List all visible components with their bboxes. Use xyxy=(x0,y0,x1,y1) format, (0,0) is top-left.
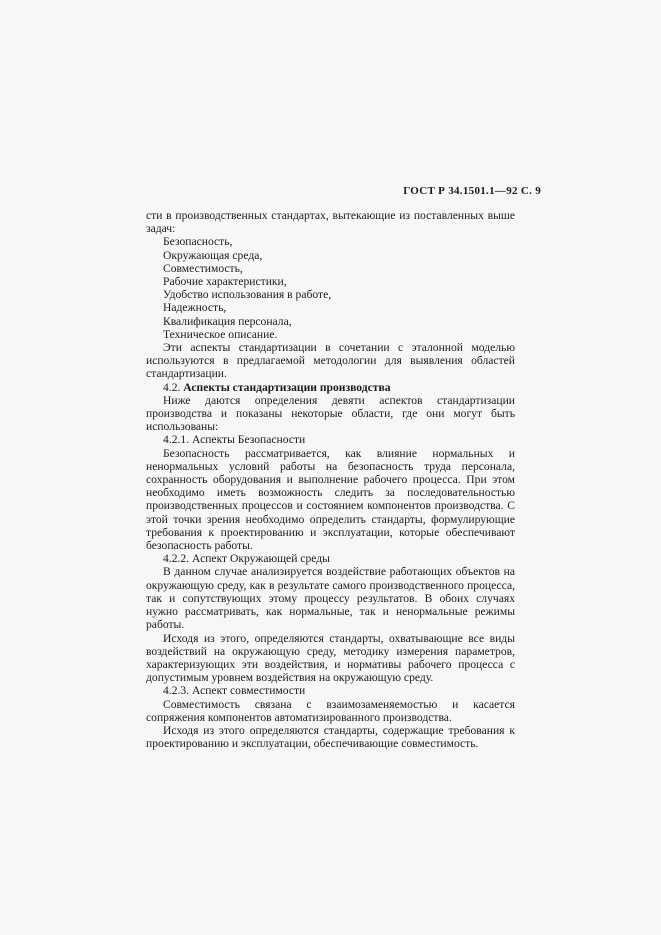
section-heading-4-2-2: 4.2.2. Аспект Окружающей среды xyxy=(163,552,330,566)
list-item: Рабочие характеристики, xyxy=(163,275,287,289)
list-item: Совместимость, xyxy=(163,261,243,275)
list-item: Удобство использования в работе, xyxy=(163,288,332,302)
paragraph-4-2-3b: Исходя из этого определяются стандарты, содержащие требования к проектированию и эксплуатации, обеспечивающие совместимость. xyxy=(146,723,515,751)
section-heading-4-2-1: 4.2.1. Аспекты Безопасности xyxy=(163,433,306,447)
aspects-paragraph: Эти аспекты стандартизации в сочетании с эталонной моделью используются в предлагаемой методологии для выявления областей стандартизации. xyxy=(146,341,515,381)
list-item: Надежность, xyxy=(163,301,227,315)
section-heading-4-2-3: 4.2.3. Аспект совместимости xyxy=(163,684,306,698)
section-number: 4.2. xyxy=(163,380,181,394)
paragraph-4-2-1: Безопасность рассматривается, как влияние нормальных и ненормальных условий работы на безопасность труда персонала, сохранность оборудования и выполнение рабочего процесса. При этом необходимо иметь возможность следить за последовательностью производственных процессов и состоянием компонентов производства. С этой точки зрения необходимо определить стандарты, формулирующие требования к проектированию и эксплуатации, которые обеспечивают безопасность работы. xyxy=(146,446,515,553)
paragraph-4-2-3a: Совместимость связана с взаимозаменяемостью и касается сопряжения компонентов автоматизированного производства. xyxy=(146,697,515,724)
document-body xyxy=(146,209,515,750)
paragraph-4-2-2b: Исходя из этого, определяются стандарты, охватывающие все виды воздействий на окружающую среду, методику измерения параметров, характеризующих эти воздействия, и нормативы рабочего процесса с допустимым уровнем воздействия на окружающую среду. xyxy=(146,631,515,685)
section-heading-4-2 xyxy=(146,381,515,394)
list-item: Окружающая среда, xyxy=(163,248,263,262)
page-header: ГОСТ Р 34.1501.1—92 С. 9 xyxy=(403,185,541,197)
intro-paragraph: сти в производственных стандартах, вытекающие из поставленных выше задач: xyxy=(146,209,515,236)
list-item: Безопасность, xyxy=(163,235,233,249)
paragraph-4-2: Ниже даются определения девяти аспектов стандартизации производства и показаны некоторые области, где они могут быть использованы: xyxy=(146,393,515,434)
section-title: Аспекты стандартизации производства xyxy=(183,380,391,394)
list-item: Техническое описание. xyxy=(163,327,278,341)
list-item: Квалификация персонала, xyxy=(163,314,292,328)
paragraph-4-2-2a: В данном случае анализируется воздействие работающих объектов на окружающую среду, как в результате самого производственного процесса, так и сопутствующих этому процессу результатов. В обоих случаях нужно рассматривать, как нормальные, так и ненормальные режимы работы. xyxy=(146,565,515,632)
